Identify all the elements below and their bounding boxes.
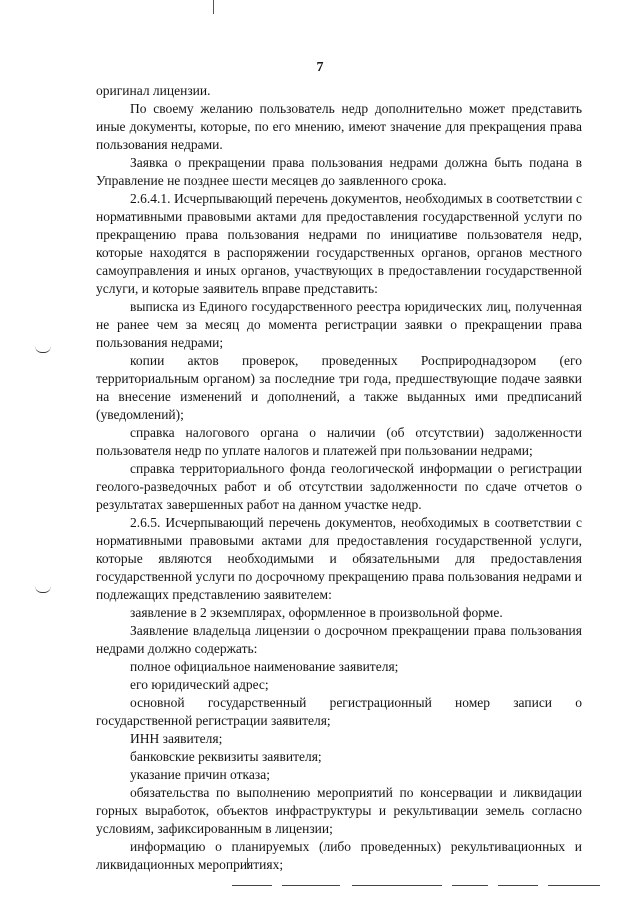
paragraph: 2.6.4.1. Исчерпывающий перечень документов, необходимых в соответствии с нормативными правовыми актами для предоставления государственной услуги по прекращению права пользования недрами по инициативе пользователя недр, которые находятся в распоряжении государственных органов, органов местного самоуправления и иных органов, участвующих в предоставлении государственной услуги, и которые заявитель вправе представить: [96,191,582,296]
paragraph: его юридический адрес; [130,677,269,692]
scan-edge-line [352,885,442,886]
scan-edge-line [452,885,488,886]
scan-edge-line [548,885,600,886]
paragraph: банковские реквизиты заявителя; [130,749,322,764]
paragraph: заявление в 2 экземплярах, оформленное в произвольной форме. [130,605,503,620]
scan-edge-line [232,885,272,886]
page-number: 7 [316,60,324,75]
scan-edge-line [282,885,340,886]
paragraph: копии актов проверок, проведенных Росприроднадзором (его территориальным органом) за последние три года, предшествующие подаче заявки на внесение изменений и дополнений, а также выданных ими предписаний (уведомлений); [96,353,582,422]
hole-punch-mark [35,346,51,353]
paragraph: По своему желанию пользователь недр дополнительно может представить иные документы, которые, по его мнению, имеют значение для прекращения права пользования недрами. [96,101,582,152]
paragraph: оригинал лицензии. [96,83,211,98]
paragraph: Заявление владельца лицензии о досрочном прекращении права пользования недрами должно содержать: [96,623,582,656]
hole-punch-mark [35,586,51,593]
paragraph: указание причин отказа; [130,767,270,782]
paragraph: справка налогового органа о наличии (об отсутствии) задолженности пользователя недр по уплате налогов и платежей при пользовании недрами; [96,425,582,458]
document-body [96,82,582,874]
paragraph: 2.6.5. Исчерпывающий перечень документов, необходимых в соответствии с нормативными правовыми актами для предоставления государственной услуги, которые являются необходимыми и обязательными для предоставления государственной услуги по досрочному прекращению права пользования недрами и подлежащих представлению заявителем: [96,515,582,602]
scan-edge-line [498,885,538,886]
paragraph: информацию о планируемых (либо проведенных) рекультивационных и ликвидационных мероприятиях; [96,839,582,872]
paragraph: основной государственный регистрационный номер записи о государственной регистрации заявителя; [96,695,582,728]
paragraph: справка территориального фонда геологической информации о регистрации геолого-разведочных работ и об отсутствии задолженности по сдаче отчетов о результатах завершенных работ на данном участке недр. [96,461,582,512]
paragraph: обязательства по выполнению мероприятий по консервации и ликвидации горных выработок, объектов инфраструктуры и рекультивации земель согласно условиям, зафиксированным в лицензии; [96,785,582,836]
paragraph: ИНН заявителя; [130,731,223,746]
scan-tick-top [213,0,214,14]
paragraph: Заявка о прекращении права пользования недрами должна быть подана в Управление не позднее шести месяцев до заявленного срока. [96,155,582,188]
paragraph: полное официальное наименование заявителя; [130,659,399,674]
paragraph: выписка из Единого государственного реестра юридических лиц, полученная не ранее чем за месяц до момента регистрации заявки о прекращении права пользования недрами; [96,299,582,350]
